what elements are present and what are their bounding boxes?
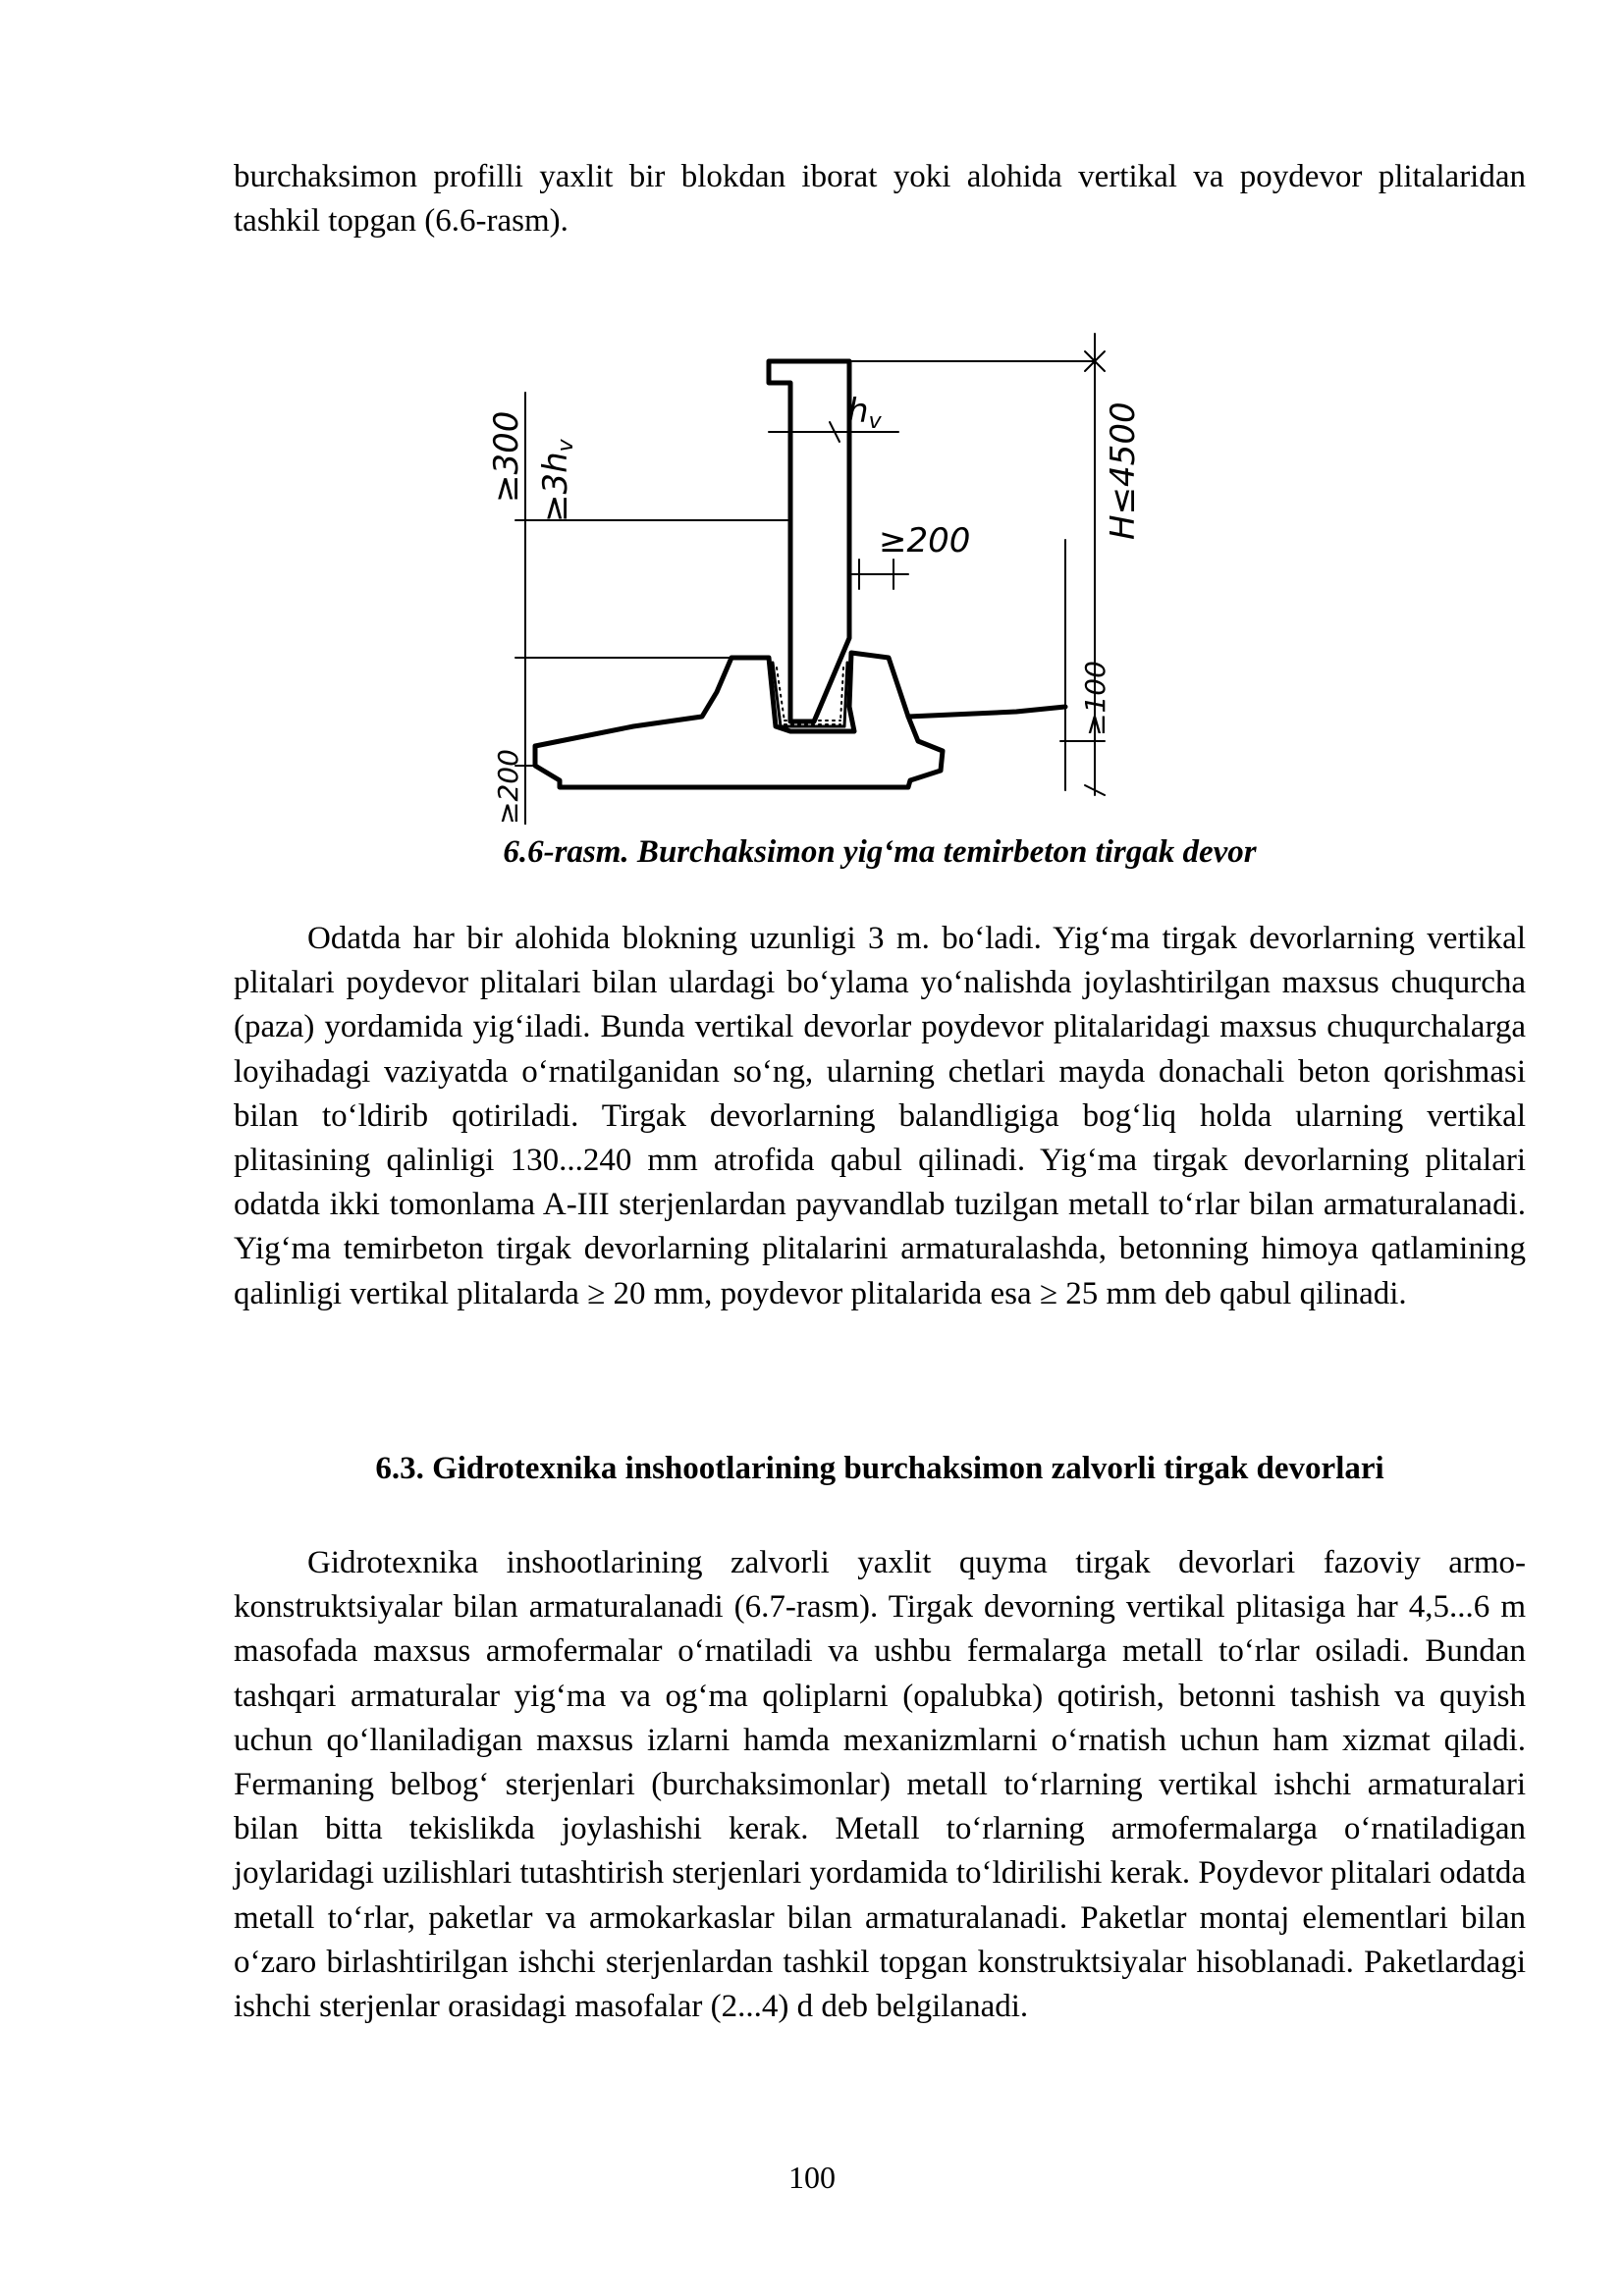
label-ge200-bottom: ≥200: [492, 749, 524, 825]
section-heading: 6.3. Gidrotexnika inshootlarining burchaksimon zalvorli tirgak devorlari: [375, 1451, 1384, 1486]
symbol-ge-20: ≥ 20: [587, 1275, 646, 1311]
page-number: 100: [788, 2160, 836, 2195]
label-h-le-4500: H≤4500: [1104, 401, 1143, 540]
paragraph-2: [234, 917, 1526, 1316]
paragraph-intro: burchaksimon profilli yaxlit bir blokdan iborat yoki alohida vertikal va poydevor plitalaridan tashkil topgan (6.6-rasm).: [234, 159, 1526, 240]
figure-caption: 6.6-rasm. Burchaksimon yig‘ma temirbeton tirgak devor: [503, 834, 1257, 870]
paragraph-2-text-c: mm deb qabul qilinadi.: [1106, 1275, 1407, 1311]
paragraph-2-text-a: Odatda har bir alohida blokning uzunligi 3 m. bo‘ladi. Yig‘ma tirgak devorlarning vertikal plitalari poydevor plitalari bilan ulardagi bo‘ylama yo‘nalishda joylashtirilgan maxsus chuqurcha (paza) yordamida yig‘iladi. Bunda vertikal devorlar poydevor plitalaridagi maxsus chuqurchalarga loyihadagi vaziyatda o‘rnatilganidan so‘ng, ularning chetlari mayda donachali beton qorishmasi bilan to‘ldirib qotiriladi. Tirgak devorlarning balandligiga bog‘liq holda ularning vertikal plitasining qalinligi 130...240 mm atrofida qabul qilinadi. Yig‘ma tirgak devorlarning plitalari odatda ikki tomonlama A-III sterjenlardan payvandlab tuzilgan metall to‘rlar bilan armaturalanadi. Yig‘ma temirbeton tirgak devorlarning plitalarini armaturalashda, betonning himoya qatlamining qalinligi vertikal plitalarda: [234, 921, 1526, 1311]
paragraph-3: Gidrotexnika inshootlarining zalvorli yaxlit quyma tirgak devorlari fazoviy armo-konstruktsiyalar bilan armaturalanadi (6.7-rasm). Tirgak devorning vertikal plitasiga har 4,5...6 m masofada maxsus armofermalar o‘rnatiladi va ushbu fermalarga metall to‘rlar osiladi. Bundan tashqari armaturalar yig‘ma va og‘ma qoliplarni (opalubka) qotirish, betonni tashish va quyish uchun qo‘llaniladigan maxsus izlarni hamda mexanizmlarni o‘rnatish uchun ham xizmat qiladi. Fermaning belbog‘ sterjenlari (burchaksimonlar) metall to‘rlarning vertikal ishchi armaturalari bilan bitta tekislikda joylashishi kerak. Metall to‘rlarning armofermalarga o‘rnatiladigan joylaridagi uzilishlari tutashtirish sterjenlari yordamida to‘ldirilishi kerak. Poydevor plitalari odatda metall to‘rlar, paketlar va armokarkaslar bilan armaturalanadi. Paketlar montaj elementlari bilan o‘zaro birlashtirilgan ishchi sterjenlardan tashkil topgan konstruktsiyalar hisoblanadi. Paketlardagi ishchi sterjenlar orasidagi masofalar (2...4) d deb belgilanadi.: [234, 1545, 1527, 2025]
wall-plate-outline: [769, 361, 849, 721]
paragraph-2-text-b: mm, poydevor plitalarida esa: [653, 1275, 1032, 1311]
symbol-ge-25: ≥ 25: [1039, 1275, 1099, 1311]
label-hv: hv: [847, 392, 882, 434]
retaining-wall-figure: [457, 245, 1409, 825]
label-ge300: ≥300: [487, 410, 526, 503]
label-ge200-top: ≥200: [879, 521, 971, 561]
base-slab-outline: [535, 653, 943, 787]
grout-fill: [773, 667, 847, 724]
label-ge100: ≥100: [1079, 661, 1111, 736]
label-ge3hv: ≥3hv: [536, 439, 578, 522]
